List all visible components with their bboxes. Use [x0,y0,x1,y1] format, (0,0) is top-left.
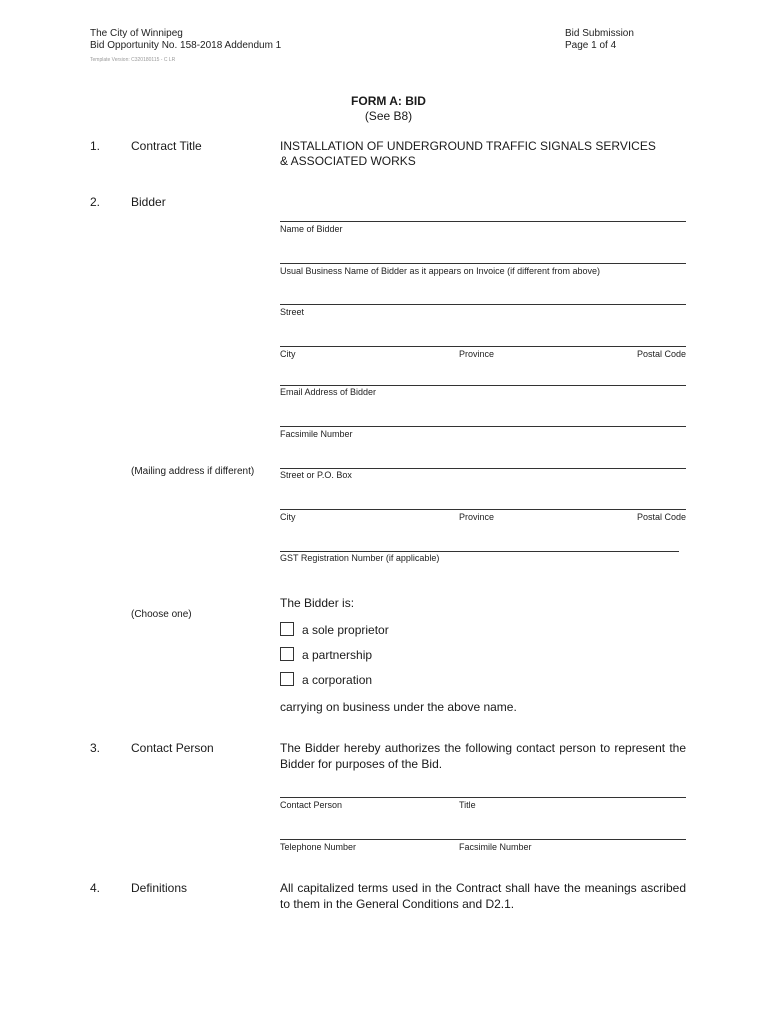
section-2-label: Bidder [131,195,166,209]
mailing-postal-code-label: Postal Code [636,512,686,522]
postal-code-label: Postal Code [636,349,686,359]
name-of-bidder-field[interactable] [280,221,686,222]
partnership-checkbox[interactable] [280,647,294,661]
gst-number-label: GST Registration Number (if applicable) [280,553,440,563]
section-1-number: 1. [90,139,101,153]
mailing-city-province-postal-field[interactable] [280,509,686,510]
choose-one-note: (Choose one) [131,609,192,620]
corporation-checkbox[interactable] [280,672,294,686]
header-city: The City of Winnipeg [90,28,183,39]
contact-person-label: Contact Person [280,800,343,810]
email-field[interactable] [280,385,686,386]
header-bid-opportunity: Bid Opportunity No. 158-2018 Addendum 1 [90,40,282,51]
contract-title-line2: & ASSOCIATED WORKS [280,154,416,168]
mailing-city-label: City [280,512,296,522]
email-label: Email Address of Bidder [280,387,377,397]
telephone-facsimile-field[interactable] [280,839,686,840]
section-3-number: 3. [90,741,101,755]
sole-proprietor-label: a sole proprietor [302,623,389,637]
telephone-number-label: Telephone Number [280,842,357,852]
street-po-box-field[interactable] [280,468,686,469]
province-label: Province [459,349,495,359]
header-page-number: Page 1 of 4 [565,40,617,51]
carrying-on-business-text: carrying on business under the above name. [280,700,517,714]
mailing-province-label: Province [459,512,495,522]
section-1-label: Contract Title [131,139,202,153]
section-4-number: 4. [90,881,101,895]
header-bid-submission: Bid Submission [565,28,634,39]
gst-number-field[interactable] [280,551,679,552]
title-label: Title [459,800,476,810]
corporation-label: a corporation [302,673,373,687]
facsimile-field[interactable] [280,426,686,427]
mailing-address-note: (Mailing address if different) [131,466,255,477]
usual-business-name-field[interactable] [280,263,686,264]
street-po-box-label: Street or P.O. Box [280,470,352,480]
city-province-postal-field[interactable] [280,346,686,347]
contact-facsimile-label: Facsimile Number [459,842,532,852]
template-version: Template Version: C320180115 - C LR [90,57,176,63]
facsimile-label: Facsimile Number [280,429,353,439]
definitions-text: All capitalized terms used in the Contract shall have the meanings ascribed to them in the General Conditions and D2.1. [280,881,686,911]
section-4-label: Definitions [131,881,188,895]
bidder-is-label: The Bidder is: [280,596,355,610]
name-of-bidder-label: Name of Bidder [280,224,343,234]
form-subtitle: (See B8) [364,109,413,123]
usual-business-name-label: Usual Business Name of Bidder as it appears on Invoice (if different from above) [280,266,600,276]
street-field[interactable] [280,304,686,305]
contact-person-authorization-text: The Bidder hereby authorizes the following contact person to represent the Bidder for purposes of the Bid. [280,741,686,771]
partnership-label: a partnership [302,648,373,662]
form-title: FORM A: BID [351,94,426,108]
contract-title-line1: INSTALLATION OF UNDERGROUND TRAFFIC SIGNALS SERVICES [280,139,656,153]
city-label: City [280,349,296,359]
sole-proprietor-checkbox[interactable] [280,622,294,636]
section-2-number: 2. [90,195,101,209]
street-label: Street [280,307,305,317]
contact-person-title-field[interactable] [280,797,686,798]
section-3-label: Contact Person [131,741,214,755]
